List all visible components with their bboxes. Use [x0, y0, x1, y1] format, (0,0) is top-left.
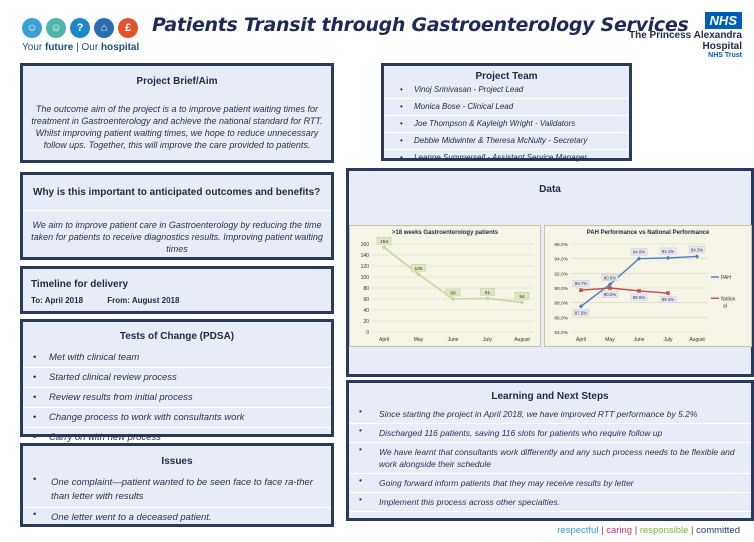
data-point	[451, 297, 455, 301]
learning-panel	[346, 380, 754, 521]
value-3: committed	[696, 525, 740, 536]
data-heading: Data	[539, 184, 561, 195]
help-icon: ?	[70, 18, 90, 38]
issues-heading: Issues	[161, 456, 193, 467]
y-tick-label: 140	[360, 253, 369, 259]
list-item: • Since starting the project in April 2018, we have improved RTT performance by 5.2%	[349, 405, 751, 424]
issues-panel	[20, 443, 334, 527]
project-brief-text: The outcome aim of the project is a to improve patient waiting times for treatment in Gastroenterology and achieve the national standard for RTT. Whilst improving patient waiting times, we hope to reduce unnecessary follow ups. Together, this will improve the care provided to patients.	[31, 104, 323, 150]
data-point	[666, 256, 670, 260]
chart1-title: >18 weeks Gastroenterology patients	[391, 230, 499, 236]
home-icon: ⌂	[94, 18, 114, 38]
team-list	[384, 82, 629, 167]
y-tick-label: 90.0%	[554, 287, 568, 292]
tagline: Your future | Our hospital	[22, 42, 140, 53]
y-tick-label: 160	[360, 242, 369, 248]
pound-icon: £	[118, 18, 138, 38]
y-tick-label: 92.0%	[554, 272, 568, 278]
list-item: • Monica Bose - Clinical Lead	[384, 99, 629, 116]
timeline-heading: Timeline for delivery	[31, 279, 129, 290]
learning-list	[349, 405, 751, 512]
brand-icons	[22, 18, 138, 38]
list-item: • Debbie Midwinter & Theresa McNulty - Secretary	[384, 133, 629, 150]
trust-name-line2: Hospital	[702, 41, 742, 52]
list-item: • Leanne Summersell - Assistant Service Manager	[384, 150, 629, 167]
data-label: 90.0%	[603, 292, 617, 297]
nhs-logo: NHS	[705, 12, 742, 29]
y-tick-label: 0	[366, 330, 369, 336]
data-label: 89.3%	[661, 297, 675, 303]
list-item: • Discharged 116 patients, saving 116 slots for patients who require follow up	[349, 424, 751, 443]
project-team-panel	[381, 63, 632, 161]
data-label: 94.1%	[661, 248, 675, 254]
value-separator: |	[598, 525, 607, 536]
people-icon: ☺	[22, 18, 42, 38]
list-item: • Started clinical review process	[23, 368, 331, 388]
data-label: 54	[519, 294, 525, 300]
x-tick-label: April	[378, 337, 390, 343]
timeline-from: From: August 2018	[107, 296, 180, 305]
list-item: • Vinoj Srinivasan - Project Lead	[384, 82, 629, 99]
pdsa-list	[23, 348, 331, 448]
x-tick-label: April	[575, 337, 587, 343]
data-label: 90.5%	[603, 275, 617, 281]
data-point	[695, 254, 699, 258]
issues-list	[23, 473, 331, 529]
y-tick-label: 84.0%	[554, 331, 568, 336]
trust-sub: NHS Trust	[708, 52, 742, 59]
learning-heading: Learning and Next Steps	[491, 391, 609, 402]
value-separator: |	[688, 525, 697, 536]
data-point	[608, 286, 612, 290]
data-point	[417, 272, 421, 276]
value-1: caring	[606, 525, 633, 536]
page-title: Patients Transit through Gastroenterology Services	[152, 14, 689, 36]
list-item: • One complaint—patient wanted to be seen face to face ra-ther than letter with results	[23, 473, 331, 508]
data-label: 61	[484, 290, 491, 296]
series-line-national	[581, 288, 668, 293]
data-point	[637, 289, 641, 293]
divider	[23, 210, 331, 211]
x-tick-label: May	[413, 337, 424, 343]
list-item: • Implement this process across other specialties.	[349, 493, 751, 512]
timeline-to: To: April 2018	[31, 296, 84, 305]
data-point	[520, 301, 524, 305]
data-label: 94.0%	[632, 249, 646, 255]
data-label: 89.7%	[574, 281, 588, 287]
trust-logo	[629, 12, 742, 59]
pdsa-heading: Tests of Change (PDSA)	[119, 331, 235, 342]
data-label: 105	[414, 266, 423, 272]
why-important-text: We aim to improve patient care in Gastroenterology by reducing the time taken for patients to receive diagnostics results. Improving patient waiting times	[31, 220, 323, 254]
list-item: • Carry on with new process	[23, 428, 331, 448]
y-tick-label: 20	[363, 319, 369, 325]
value-separator: |	[632, 525, 640, 536]
data-label: 60	[450, 291, 456, 297]
y-tick-label: 100	[360, 275, 369, 281]
list-item: • Change process to work with consultants work	[23, 408, 331, 428]
data-label: 94.3%	[690, 247, 704, 253]
y-tick-label: 86.0%	[554, 316, 568, 322]
chart-pah-vs-national	[544, 225, 752, 347]
project-brief-panel	[20, 63, 334, 163]
trust-name-line1: The Princess Alexandra	[628, 30, 742, 41]
x-tick-label: August	[689, 337, 705, 343]
family-icon: ☺	[46, 18, 66, 38]
pdsa-panel	[20, 319, 334, 443]
list-item: • One letter went to a deceased patient.	[23, 508, 331, 529]
list-item: • Review results from initial process	[23, 388, 331, 408]
data-point	[486, 297, 490, 301]
list-item: • We have learnt that consultants work differently and any such process needs to be flexible and work alongside their schedule	[349, 443, 751, 474]
legend-national-label-cont: al	[723, 303, 727, 310]
value-0: respectful	[557, 525, 599, 536]
chart2-title: PAH Performance vs National Performance	[586, 230, 710, 236]
data-panel	[346, 168, 754, 377]
timeline-panel	[20, 266, 334, 314]
data-point	[382, 246, 386, 250]
data-point	[666, 291, 670, 295]
values-footer	[557, 525, 740, 536]
why-important-panel	[20, 172, 334, 260]
y-tick-label: 80	[363, 286, 369, 292]
y-tick-label: 40	[363, 308, 369, 314]
list-item: • Joe Thompson & Kayleigh Wright - Validators	[384, 116, 629, 133]
project-team-heading: Project Team	[475, 71, 538, 82]
data-label: 89.6%	[632, 294, 646, 300]
y-tick-label: 96.0%	[554, 243, 568, 248]
chart1-svg	[350, 226, 542, 348]
legend-national-label: Nation	[721, 296, 736, 303]
data-point	[579, 288, 583, 292]
list-item: • Going forward inform patients that they may receive results by letter	[349, 474, 751, 493]
project-brief-heading: Project Brief/Aim	[136, 76, 218, 87]
y-tick-label: 88.0%	[554, 301, 568, 307]
list-item: • Met with clinical team	[23, 348, 331, 368]
legend-pah-label: PAH	[721, 275, 731, 281]
data-label: 154	[379, 239, 389, 245]
x-tick-label: July	[663, 337, 673, 343]
value-2: responsible	[639, 525, 689, 536]
chart-over-18-weeks	[349, 225, 541, 347]
chart2-svg	[545, 226, 753, 348]
why-important-heading: Why is this important to anticipated outcomes and benefits?	[33, 187, 321, 198]
y-tick-label: 60	[363, 297, 369, 303]
x-tick-label: May	[605, 337, 615, 343]
x-tick-label: June	[447, 337, 459, 343]
y-tick-label: 94.0%	[554, 257, 568, 263]
data-label: 87.5%	[574, 310, 588, 316]
y-tick-label: 120	[360, 264, 369, 270]
x-tick-label: August	[514, 337, 530, 343]
x-tick-label: June	[633, 337, 645, 343]
x-tick-label: July	[483, 337, 492, 343]
